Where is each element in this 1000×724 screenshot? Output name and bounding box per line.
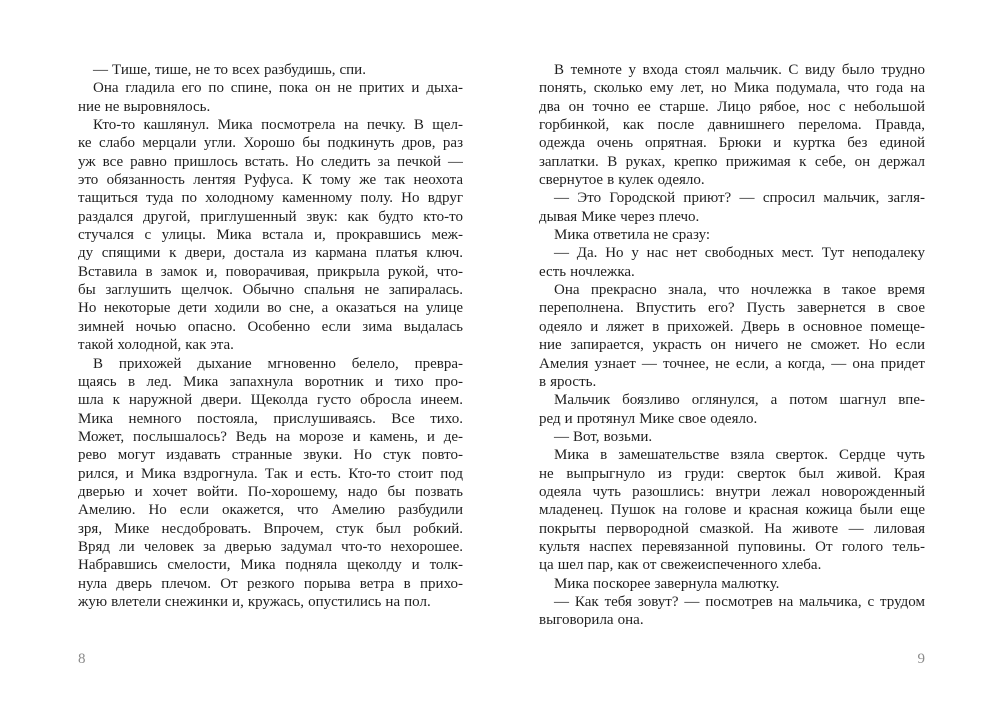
text-line: Мальчик боязливо оглянулся, а потом шагнул впе- [554,392,925,409]
text-line: Мика в замешательстве взяла сверток. Сердце чуть [554,447,925,464]
text-line: Мика поскорее завернула малютку. [554,575,780,592]
text-line: рево могут издавать странные звуки. Но стук повто- [78,447,463,464]
text-line: два он точно ее старше. Лицо рябое, нос с небольшой [539,98,925,115]
text-line: младенец. Пушок на голове и красная кожица были еще [539,502,925,519]
text-line: Мика немного постояла, прислушиваясь. Все тихо. [78,410,463,427]
paragraph [539,593,925,630]
text-line: жую влетели снежинки и, кружась, опустились на пол. [78,593,431,610]
text-line: не выпрыгнуло из груди: сверток был живой. Края [539,465,925,482]
paragraph [539,189,925,226]
text-line: в ярость. [539,373,597,390]
text-line: заплатки. В руках, крепко прижимая к себе, он держал [539,153,925,170]
paragraph [539,61,925,189]
text-line: Набравшись смелости, Мика подняла щеколду и толк- [78,557,463,574]
text-line: раздался другой, приглушенный звук: как будто кто-то [78,208,463,225]
text-line: уж все равно пришлось встать. Но следить за печкой — [78,153,463,170]
text-line: ца шел пар, как от свежеиспеченного хлеба. [539,557,822,574]
text-line: — Как тебя зовут? — посмотрев на мальчика, с трудом [554,593,925,610]
text-line: — Это Городской приют? — спросил мальчик, загля- [554,190,925,207]
text-line: понять, сколько ему лет, но Мика подумала, что года на [539,80,925,97]
page-number-left: 8 [78,651,86,667]
text-line: ние запирается, украсть он ничего не сможет. Но если [539,337,925,354]
text-line: культя наспех перевязанной пуповины. От голого тель- [539,538,925,555]
text-line: это обязанность лентяя Руфуса. К тому же так неохота [78,172,463,189]
text-line: — Да. Но у нас нет свободных мест. Тут неподалеку [554,245,925,262]
text-line: одежда очень опрятная. Брюки и куртка без единой [539,135,925,152]
text-line: стучался с улицы. Мика встала и, прокравшись меж- [78,227,463,244]
paragraph [539,428,925,446]
text-line: Кто-то кашлянул. Мика посмотрела на печку. В щел- [93,117,463,134]
text-line: ке слабо мерцали угли. Хорошо бы подкинуть дров, раз [78,135,463,152]
text-line: ред и протянул Мике свое одеяло. [539,410,758,427]
text-line: горбинкой, как после давнишнего перелома. Правда, [539,117,925,134]
paragraph [539,244,925,281]
text-line: Мика ответила не сразу: [554,227,711,244]
paragraph [78,79,463,116]
text-line: переполнена. Впустить его? Пусть завернется в свое [539,300,925,317]
text-line: покрыты первородной смазкой. На животе — лиловая [539,520,925,537]
text-line: одеяло и ляжет в прихожей. Дверь в основное помеще- [539,318,925,335]
text-line: Вряд ли человек за дверью задумал что-то нехорошее. [78,538,463,555]
page-number-right: 9 [917,651,925,667]
text-line: дывая Мике через плечо. [539,208,700,225]
paragraph [539,391,925,428]
paragraph [78,116,463,354]
paragraph [539,446,925,574]
text-line: — Тише, тише, не то всех разбудишь, спи. [93,62,366,78]
text-line: такой холодной, как эта. [78,337,234,354]
text-line: Она прекрасно знала, что ночлежка в такое время [554,282,925,299]
text-line: тащиться туда по холодному каменному полу. Но вдруг [78,190,463,207]
text-line: дверью и хочет войти. По-хорошему, надо бы позвать [78,483,463,500]
left-page-text [78,61,463,611]
text-line: одеяла чуть разошлись: внутри лежал новорожденный [539,483,925,500]
text-line: ду спящими к двери, достала из кармана платья ключ. [78,245,463,262]
text-line: Она гладила его по спине, пока он не притих и дыха- [93,80,463,97]
paragraph [78,355,463,612]
paragraph [539,226,925,244]
text-line: рился, и Мика вздрогнула. Так и есть. Кто-то стоит под [78,465,463,482]
text-line: бы заглушить щелчок. Обычно спальня не запиралась. [78,282,463,299]
right-page-text [539,61,925,630]
text-line: нула дверь плечом. От резкого порыва ветра в прихо- [78,575,463,592]
text-line: ние не выровнялось. [78,98,211,115]
text-line: Может, послышалось? Ведь на морозе и камень, и де- [78,428,463,445]
text-line: В прихожей дыхание мгновенно белело, превра- [93,355,463,372]
text-line: В темноте у входа стоял мальчик. С виду было трудно [554,62,925,78]
text-line: щаясь в лед. Мика запахнула воротник и тихо про- [78,373,463,390]
text-line: Но некоторые дети ходили во сне, а оказаться на улице [78,300,463,317]
text-line: шла к наружной двери. Щеколда густо обросла инеем. [78,392,463,409]
text-line: Амелию. Но если окажется, что Амелию разбудили [78,502,463,519]
paragraph [78,61,463,79]
text-line: есть ночлежка. [539,263,635,280]
text-line: — Вот, возьми. [554,428,653,445]
text-line: выговорила она. [539,612,644,629]
text-line: Амелия узнает — точнее, не если, а когда, — она придет [539,355,925,372]
paragraph [539,575,925,593]
text-line: зря, Мике несдобровать. Впрочем, стук был робкий. [78,520,463,537]
text-line: свернутое в кулек одеяло. [539,172,705,189]
paragraph [539,281,925,391]
text-line: зимней ночью опасно. Особенно если зима выдалась [78,318,463,335]
text-line: Вставила в замок и, поворачивая, прикрыла рукой, что- [78,263,463,280]
